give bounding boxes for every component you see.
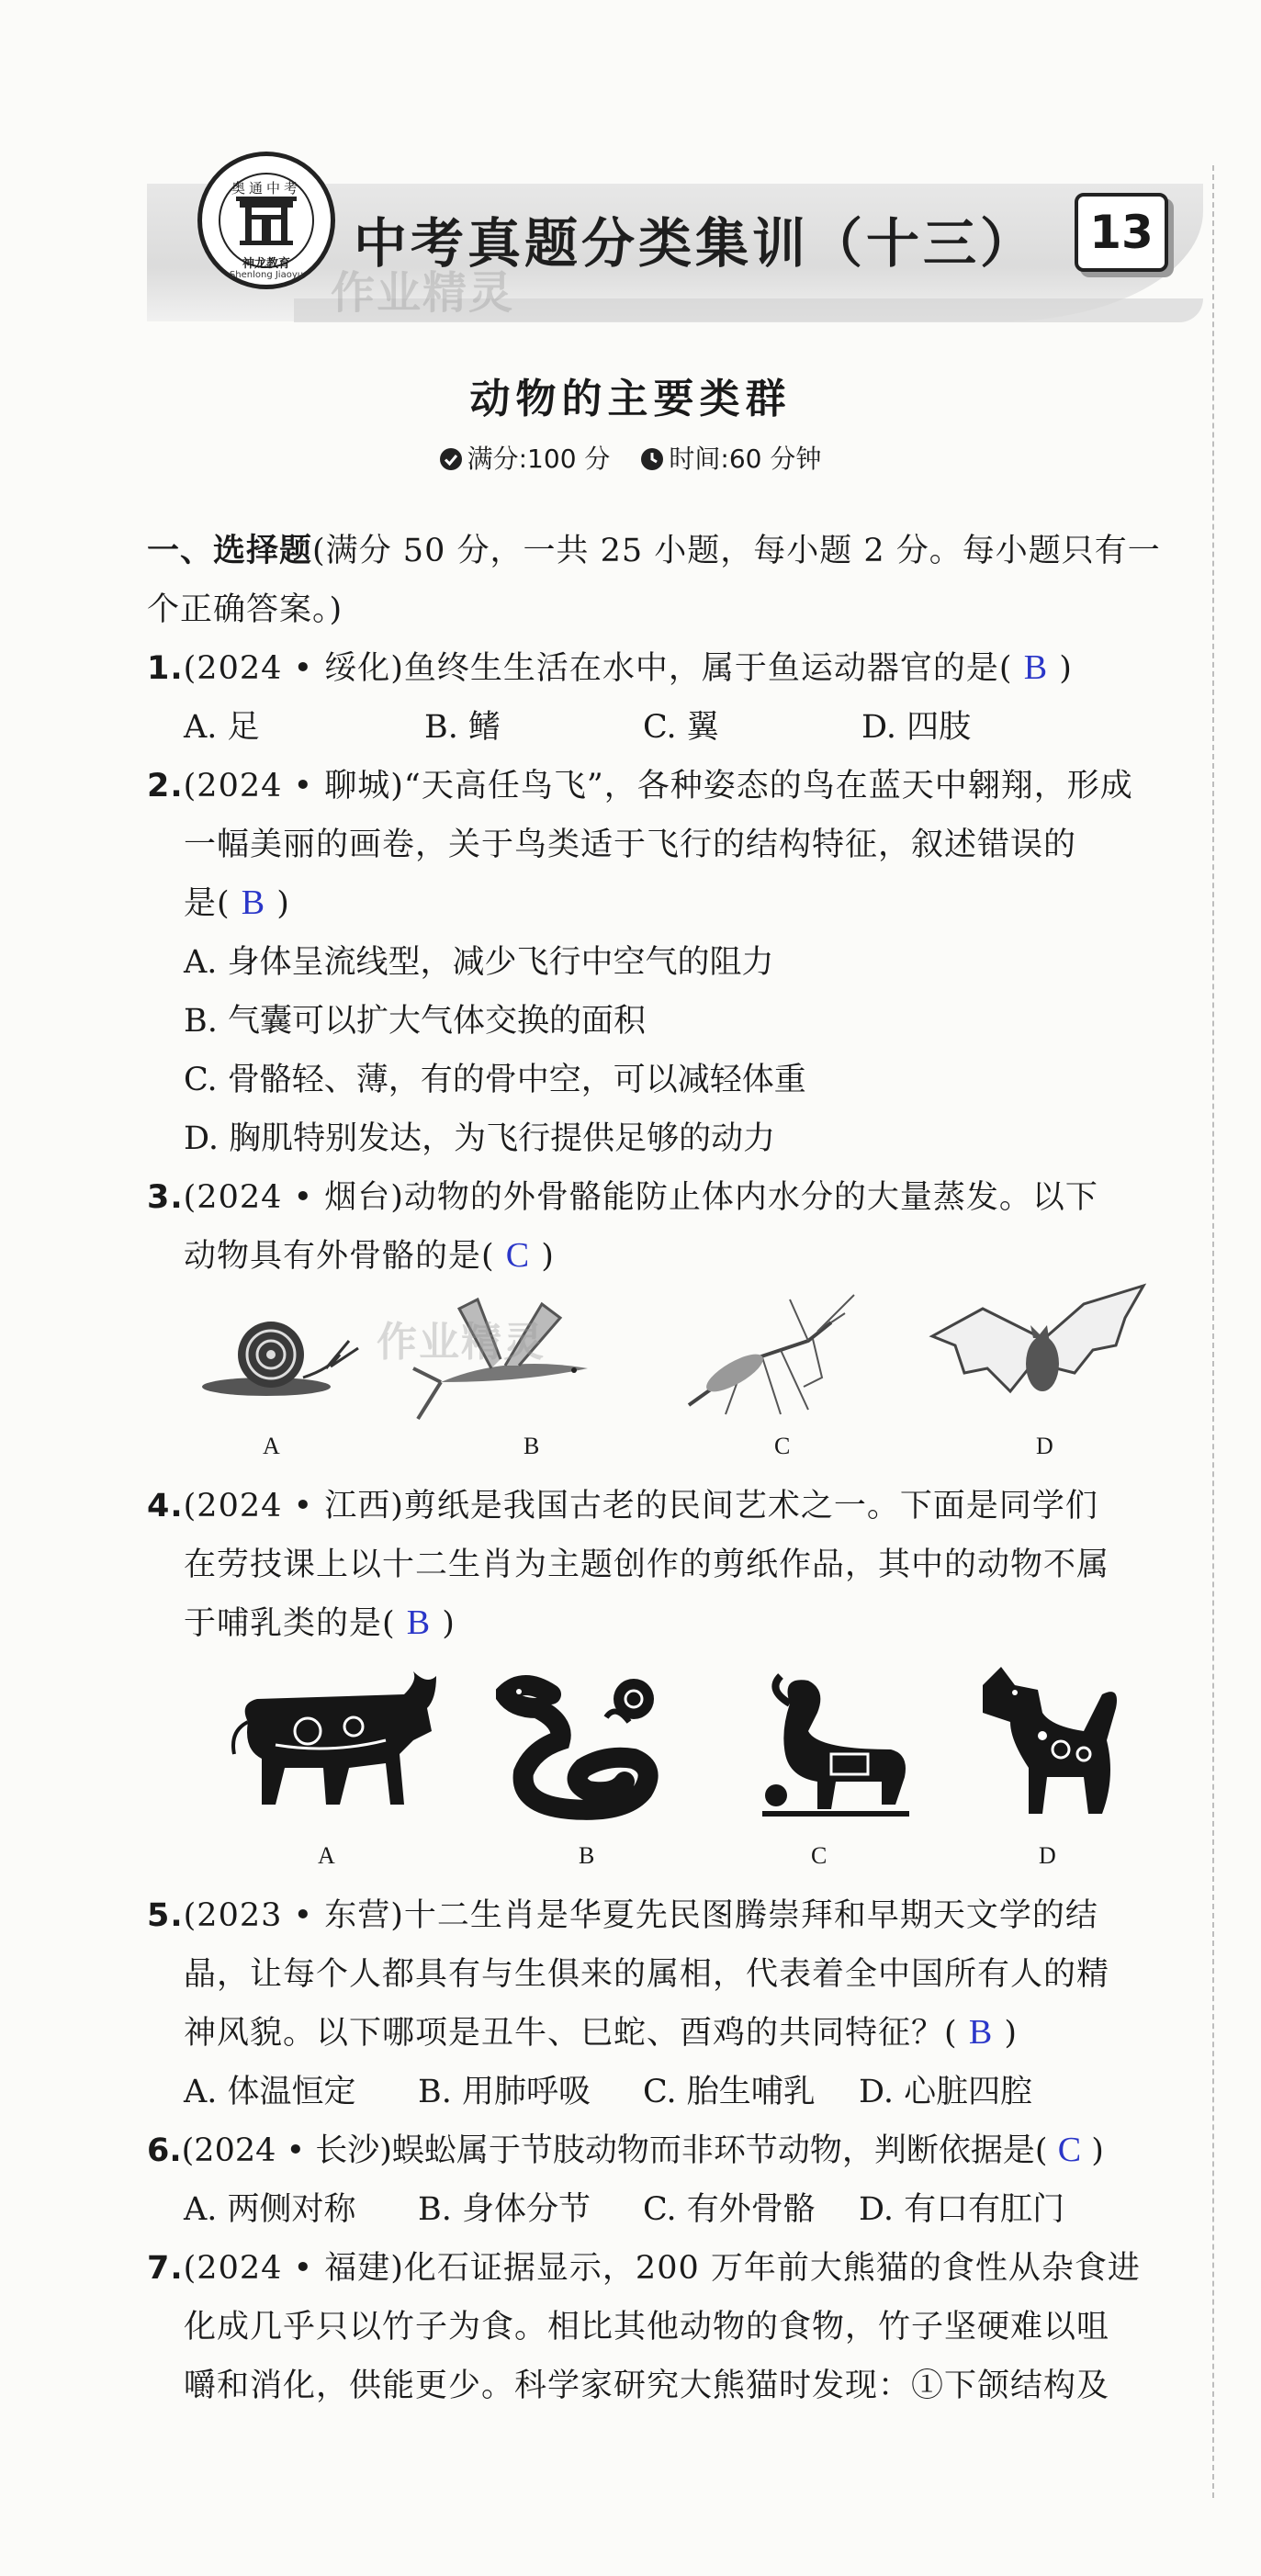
question-text: (2024 • 江西)剪纸是我国古老的民间艺术之一。下面是同学们 bbox=[183, 1488, 1098, 1524]
question-number: 3. bbox=[147, 1179, 184, 1216]
unit-number-badge: 13 bbox=[1075, 193, 1168, 272]
mantis-image bbox=[670, 1286, 873, 1423]
answer-mark: B bbox=[1023, 648, 1049, 687]
option-d: D. 心脏四腔 bbox=[859, 2074, 1033, 2110]
option-a: A. 足 bbox=[184, 709, 260, 746]
question-number: 7. bbox=[147, 2250, 184, 2287]
option-d: D. 胸肌特别发达，为飞行提供足够的动力 bbox=[184, 1120, 776, 1157]
option-c: C. 骨骼轻、薄，有的骨中空，可以减轻体重 bbox=[184, 1062, 806, 1098]
image-caption-a: A bbox=[318, 1842, 335, 1869]
image-caption-d: D bbox=[1036, 1433, 1053, 1459]
image-caption-c: C bbox=[811, 1842, 828, 1869]
watermark: 作业精灵 bbox=[331, 267, 515, 319]
question-5-line-2: 晶，让每个人都具有与生俱来的属相，代表着全中国所有人的精 bbox=[184, 1956, 1110, 1993]
bat-image bbox=[928, 1281, 1148, 1419]
snake-papercut-image bbox=[496, 1667, 680, 1823]
question-text: (2024 • 福建)化石证据显示，200 万年前大熊猫的食性从杂食进 bbox=[183, 2250, 1141, 2287]
check-icon bbox=[440, 448, 462, 470]
question-2-line-3 bbox=[184, 878, 290, 924]
question-text: 神风貌。以下哪项是丑牛、巳蛇、酉鸡的共同特征？( bbox=[184, 2015, 958, 2052]
snail-image bbox=[202, 1304, 367, 1405]
question-2-line-2: 一幅美丽的画卷，关于鸟类适于飞行的结构特征，叙述错误的 bbox=[184, 827, 1077, 863]
ox-papercut-image bbox=[220, 1667, 450, 1814]
question-text: 是( bbox=[184, 885, 231, 922]
question-5 bbox=[147, 1890, 1098, 1936]
time-limit: 时间:60 分钟 bbox=[669, 444, 822, 474]
answer-mark: B bbox=[241, 883, 266, 922]
option-a: A. 身体呈流线型，减少飞行中空气的阻力 bbox=[184, 944, 774, 981]
question-text-end: ) bbox=[1004, 2015, 1018, 2052]
question-text-end: ) bbox=[1059, 650, 1073, 687]
question-2 bbox=[147, 760, 1133, 806]
option-a: A. 两侧对称 bbox=[184, 2191, 356, 2228]
option-c: C. 胎生哺乳 bbox=[643, 2074, 816, 2110]
question-7 bbox=[147, 2243, 1141, 2289]
publisher-logo bbox=[197, 152, 335, 289]
question-5-line-3 bbox=[184, 2008, 1018, 2053]
image-caption-d: D bbox=[1039, 1842, 1056, 1869]
option-b: B. 气囊可以扩大气体交换的面积 bbox=[184, 1003, 646, 1040]
question-4-line-3 bbox=[184, 1598, 456, 1644]
answer-mark: C bbox=[1057, 2131, 1082, 2169]
question-text: (2024 • 聊城)“天高任鸟飞”，各种姿态的鸟在蓝天中翱翔，形成 bbox=[183, 768, 1133, 804]
answer-mark: C bbox=[505, 1236, 531, 1275]
option-b: B. 鳍 bbox=[424, 709, 501, 746]
image-caption-c: C bbox=[774, 1433, 791, 1459]
page-title: 中考真题分类集训（十三） bbox=[354, 212, 1038, 275]
question-4 bbox=[147, 1480, 1098, 1526]
header-banner bbox=[0, 138, 1261, 367]
section-meta bbox=[0, 439, 1261, 476]
part1-heading bbox=[147, 525, 1161, 571]
question-6 bbox=[147, 2125, 1104, 2171]
question-number: 6. bbox=[147, 2132, 182, 2169]
image-caption-a: A bbox=[263, 1433, 280, 1459]
question-number: 5. bbox=[147, 1897, 184, 1934]
goat-papercut-image bbox=[753, 1667, 918, 1823]
question-text-end: ) bbox=[1091, 2132, 1104, 2169]
question-text-end: ) bbox=[541, 1238, 555, 1275]
gate-icon bbox=[234, 193, 298, 248]
logo-en: Shenlong Jiaoyu bbox=[229, 270, 304, 280]
question-7-line-3: 嚼和消化，供能更少。科学家研究大熊猫时发现：①下颌结构及 bbox=[184, 2368, 1110, 2404]
answer-mark: B bbox=[968, 2013, 994, 2052]
part1-intro-1: (满分 50 分，一共 25 小题，每小题 2 分。每小题只有一 bbox=[312, 533, 1161, 569]
question-text: 于哺乳类的是( bbox=[184, 1605, 396, 1642]
answer-mark: B bbox=[406, 1603, 432, 1642]
watermark-overlay: 作业精灵 bbox=[377, 1319, 546, 1366]
part1-intro-2: 个正确答案。) bbox=[147, 591, 343, 628]
logo-top-text: 奥通中考 bbox=[231, 180, 301, 197]
question-number: 1. bbox=[147, 650, 184, 687]
image-caption-b: B bbox=[579, 1842, 595, 1869]
question-3-line-2 bbox=[184, 1231, 555, 1277]
logo-name: 神龙教育 bbox=[242, 257, 290, 271]
full-score: 满分:100 分 bbox=[467, 444, 611, 474]
clock-icon bbox=[641, 448, 663, 470]
question-number: 2. bbox=[147, 768, 184, 804]
question-text: (2024 • 绥化)鱼终生生活在水中，属于鱼运动器官的是( bbox=[183, 650, 1013, 687]
option-c: C. 翼 bbox=[643, 709, 719, 746]
question-text: (2024 • 烟台)动物的外骨骼能防止体内水分的大量蒸发。以下 bbox=[183, 1179, 1098, 1216]
question-text-end: ) bbox=[276, 885, 290, 922]
option-d: D. 四肢 bbox=[861, 709, 972, 746]
question-3 bbox=[147, 1172, 1098, 1218]
question-text: (2024 • 长沙)蜈蚣属于节肢动物而非环节动物，判断依据是( bbox=[181, 2132, 1048, 2169]
question-7-line-2: 化成几乎只以竹子为食。相比其他动物的食物，竹子坚硬难以咀 bbox=[184, 2309, 1110, 2345]
question-4-line-2: 在劳技课上以十二生肖为主题创作的剪纸作品，其中的动物不属 bbox=[184, 1547, 1110, 1583]
option-a: A. 体温恒定 bbox=[184, 2074, 356, 2110]
option-c: C. 有外骨骼 bbox=[643, 2191, 816, 2228]
question-number: 4. bbox=[147, 1488, 184, 1524]
question-text: 动物具有外骨骼的是( bbox=[184, 1238, 495, 1275]
option-b: B. 身体分节 bbox=[418, 2191, 591, 2228]
right-margin-dashes bbox=[1212, 165, 1216, 2498]
image-caption-b: B bbox=[524, 1433, 540, 1459]
question-text: (2023 • 东营)十二生肖是华夏先民图腾崇拜和早期天文学的结 bbox=[183, 1897, 1098, 1934]
question-1 bbox=[147, 643, 1073, 689]
option-d: D. 有口有肛门 bbox=[859, 2191, 1065, 2228]
option-b: B. 用肺呼吸 bbox=[418, 2074, 591, 2110]
question-text-end: ) bbox=[442, 1605, 456, 1642]
section-title: 动物的主要类群 bbox=[469, 376, 792, 422]
part1-label: 一、选择题 bbox=[147, 533, 313, 569]
dog-papercut-image bbox=[964, 1658, 1130, 1823]
